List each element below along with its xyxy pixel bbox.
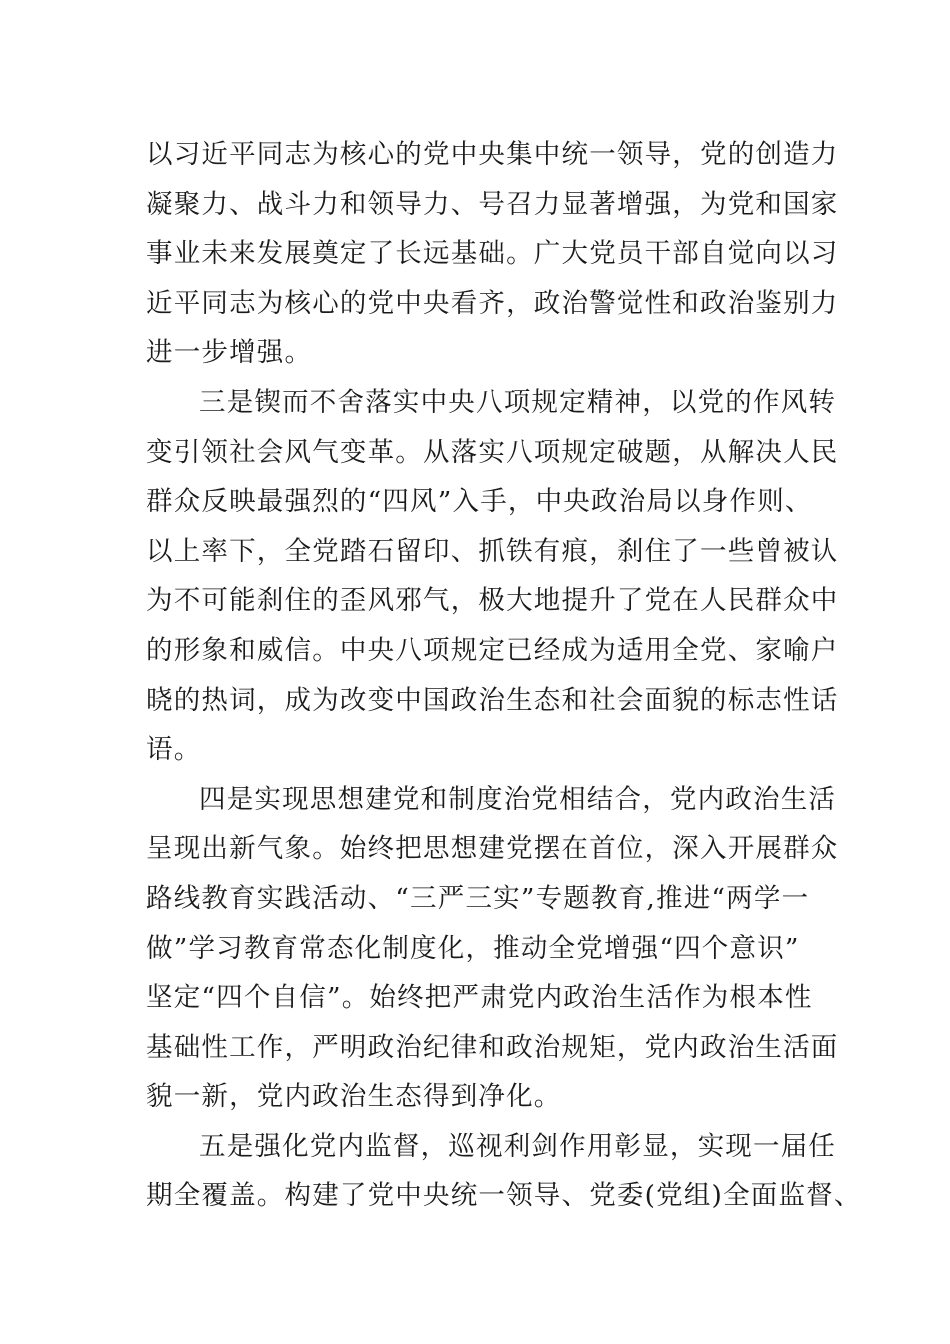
text-line: 的形象和威信。中央八项规定已经成为适用全党、家喻户 bbox=[146, 634, 839, 666]
text-line: 群众反映最强烈的“四风”入手，中央政治局以身作则、 bbox=[146, 486, 813, 518]
text-line: 呈现出新气象。始终把思想建党摆在首位，深入开展群众 bbox=[146, 833, 839, 865]
text-line: 以上率下，全党踏石留印、抓铁有痕，刹住了一些曾被认 bbox=[146, 535, 839, 567]
paragraph-continuation bbox=[146, 130, 839, 378]
text-line: 为不可能刹住的歪风邪气，极大地提升了党在人民群众中 bbox=[146, 585, 839, 617]
text-line: 坚定“四个自信”。始终把严肃党内政治生活作为根本性 bbox=[146, 982, 813, 1014]
text-line: 貌一新，党内政治生态得到净化。 bbox=[146, 1081, 562, 1113]
paragraph-four bbox=[146, 775, 839, 1122]
text-line: 期全覆盖。构建了党中央统一领导、党委(党组)全面监督、 bbox=[146, 1180, 862, 1212]
text-line: 语。 bbox=[146, 734, 202, 766]
text-line: 凝聚力、战斗力和领导力、号召力显著增强，为党和国家 bbox=[146, 188, 839, 220]
text-line-first: 五是强化党内监督，巡视利剑作用彰显，实现一届任 bbox=[199, 1130, 837, 1162]
text-line: 变引领社会风气变革。从落实八项规定破题，从解决人民 bbox=[146, 436, 839, 468]
paragraph-five bbox=[146, 1122, 862, 1221]
text-line: 近平同志为核心的党中央看齐，政治警觉性和政治鉴别力 bbox=[146, 287, 839, 319]
text-line: 以习近平同志为核心的党中央集中统一领导，党的创造力 bbox=[146, 139, 839, 170]
document-body bbox=[146, 130, 862, 1221]
text-line: 事业未来发展奠定了长远基础。广大党员干部自觉向以习 bbox=[146, 238, 839, 270]
text-line-first: 三是锲而不舍落实中央八项规定精神，以党的作风转 bbox=[199, 386, 837, 418]
text-line: 基础性工作，严明政治纪律和政治规矩，党内政治生活面 bbox=[146, 1031, 839, 1063]
text-line: 进一步增强。 bbox=[146, 337, 313, 369]
text-line: 路线教育实践活动、“三严三实”专题教育,推进“两学一 bbox=[146, 882, 810, 914]
paragraph-three bbox=[146, 378, 839, 775]
text-line: 做”学习教育常态化制度化，推动全党增强“四个意识” bbox=[146, 932, 800, 964]
text-line: 晓的热词，成为改变中国政治生态和社会面貌的标志性话 bbox=[146, 684, 839, 716]
text-line-first: 四是实现思想建党和制度治党相结合，党内政治生活 bbox=[199, 783, 837, 815]
